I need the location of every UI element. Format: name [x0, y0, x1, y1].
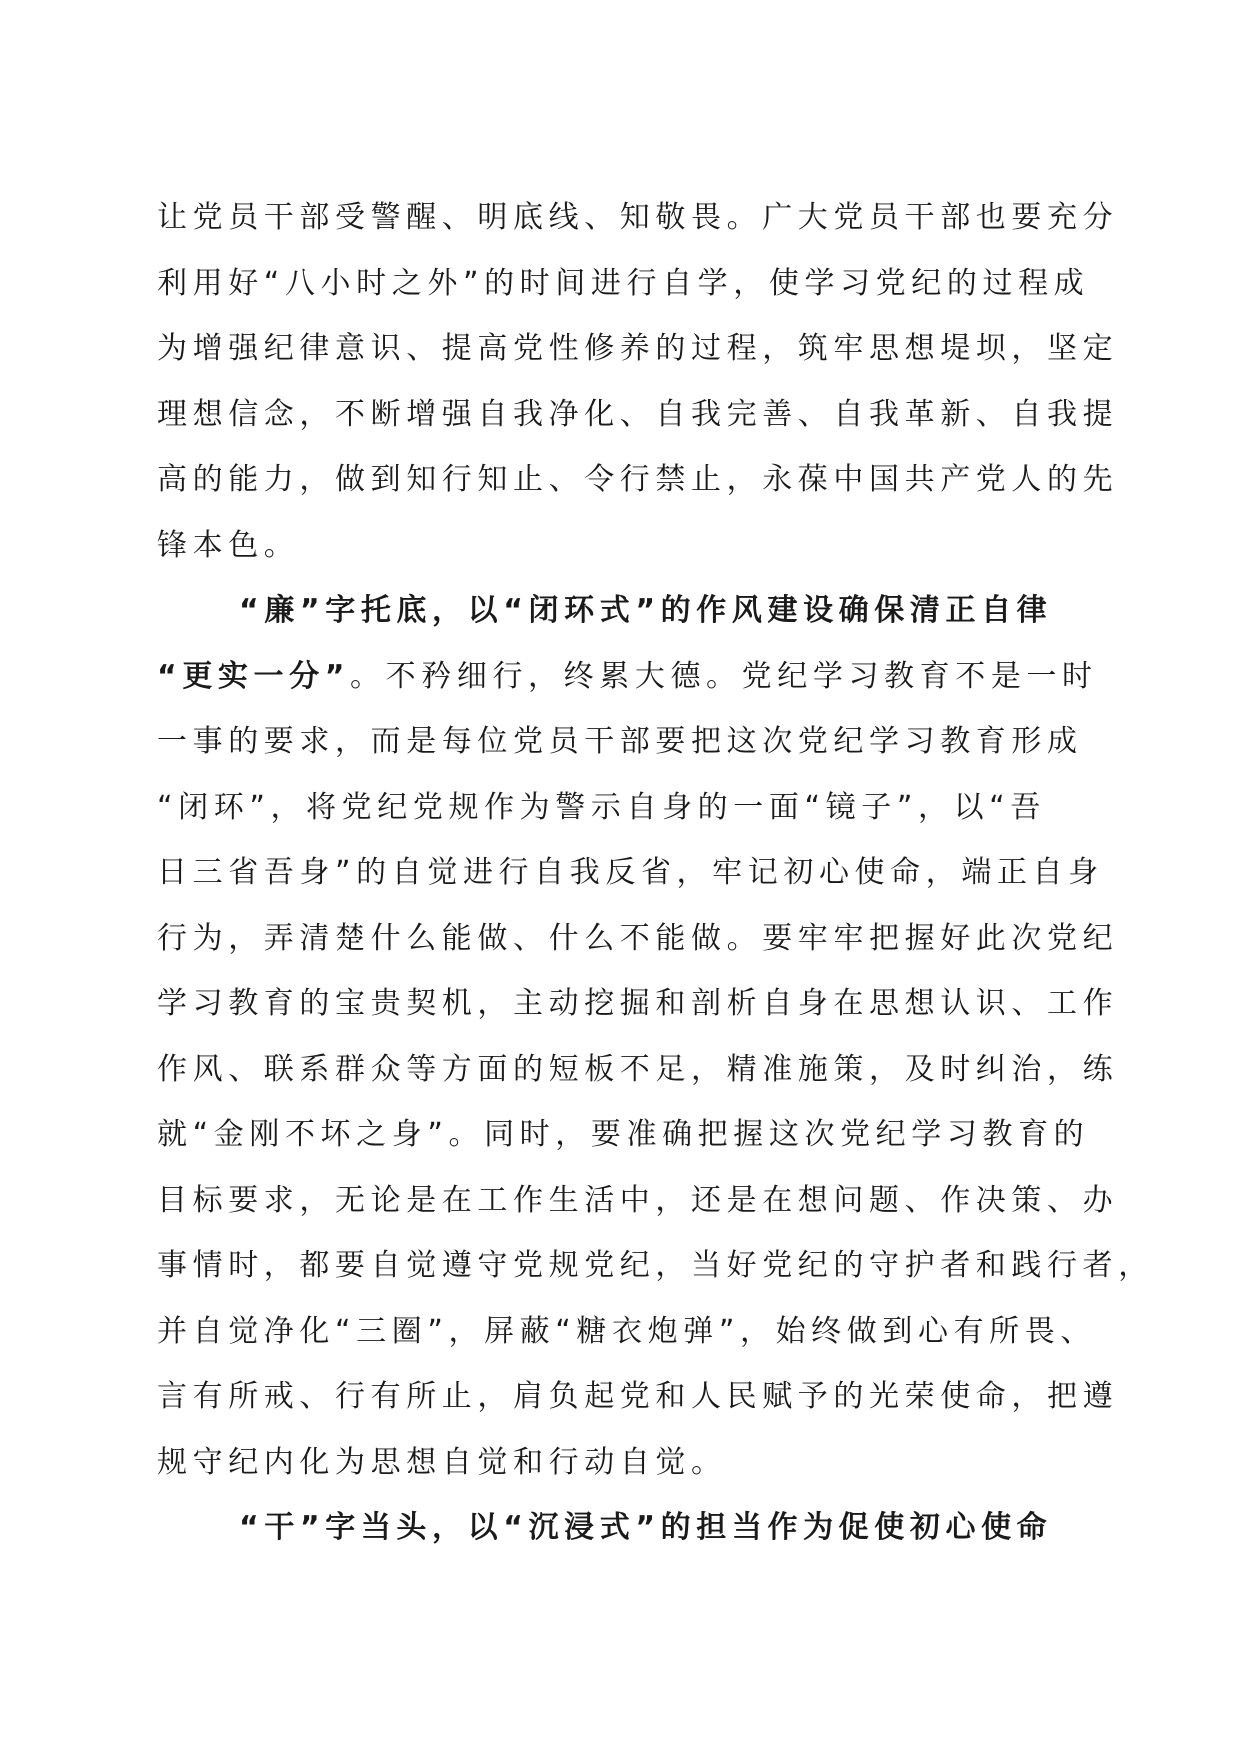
body-line: 事情时，都要自觉遵守党规党纪，当好党纪的守护者和践行者，	[157, 1248, 1154, 1283]
body-line: 就“金刚不坏之身”。同时，要准确把握这次党纪学习教育的	[157, 1117, 1090, 1152]
body-text: 。不矜细行，终累大德。党纪学习教育不是一时	[350, 658, 1098, 694]
body-line: “闭环”，将党纪党规作为警示自身的一面“镜子”，以“吾	[157, 789, 1046, 825]
body-line: 言有所戒、行有所止，肩负起党和人民赋予的光荣使命，把遵	[157, 1379, 1119, 1414]
paragraph-3	[157, 1495, 1087, 1561]
section-heading-continuation: “更实一分”	[157, 658, 351, 694]
body-line: 让党员干部受警醒、明底线、知敬畏。广大党员干部也要充分	[157, 200, 1119, 235]
paragraph-2	[157, 578, 1154, 1495]
section-heading: “干”字当头，以“沉浸式”的担当作为促使初心使命	[239, 1510, 1053, 1545]
body-line: 高的能力，做到知行知止、令行禁止，永葆中国共产党人的先	[157, 462, 1119, 497]
body-line: 并自觉净化“三圈”，屏蔽“糖衣炮弹”，始终做到心有所畏、	[157, 1313, 1096, 1349]
body-line: 目标要求，无论是在工作生活中，还是在想问题、作决策、办	[157, 1182, 1119, 1218]
body-line: 为增强纪律意识、提高党性修养的过程，筑牢思想堤坝，坚定	[157, 331, 1119, 366]
paragraph-1	[157, 185, 1119, 578]
document-body	[157, 185, 1154, 1561]
body-line	[157, 644, 1098, 710]
body-line: 作风、联系群众等方面的短板不足，精准施策，及时纠治，练	[157, 1051, 1119, 1087]
body-line: 学习教育的宝贵契机，主动挖掘和剖析自身在思想认识、工作	[157, 986, 1119, 1021]
body-line: 锋本色。	[157, 527, 300, 563]
body-line: 一事的要求，而是每位党员干部要把这次党纪学习教育形成	[157, 724, 1083, 759]
body-line: 利用好“八小时之外”的时间进行自学，使学习党纪的过程成	[157, 265, 1090, 301]
body-line: 理想信念，不断增强自我净化、自我完善、自我革新、自我提	[157, 396, 1119, 432]
body-line: 规守纪内化为思想自觉和行动自觉。	[157, 1444, 727, 1480]
section-heading: “廉”字托底，以“闭环式”的作风建设确保清正自律	[239, 593, 1053, 628]
body-line: 日三省吾身”的自觉进行自我反省，牢记初心使命，端正自身	[157, 855, 1104, 890]
body-line: 行为，弄清楚什么能做、什么不能做。要牢牢把握好此次党纪	[157, 920, 1119, 956]
